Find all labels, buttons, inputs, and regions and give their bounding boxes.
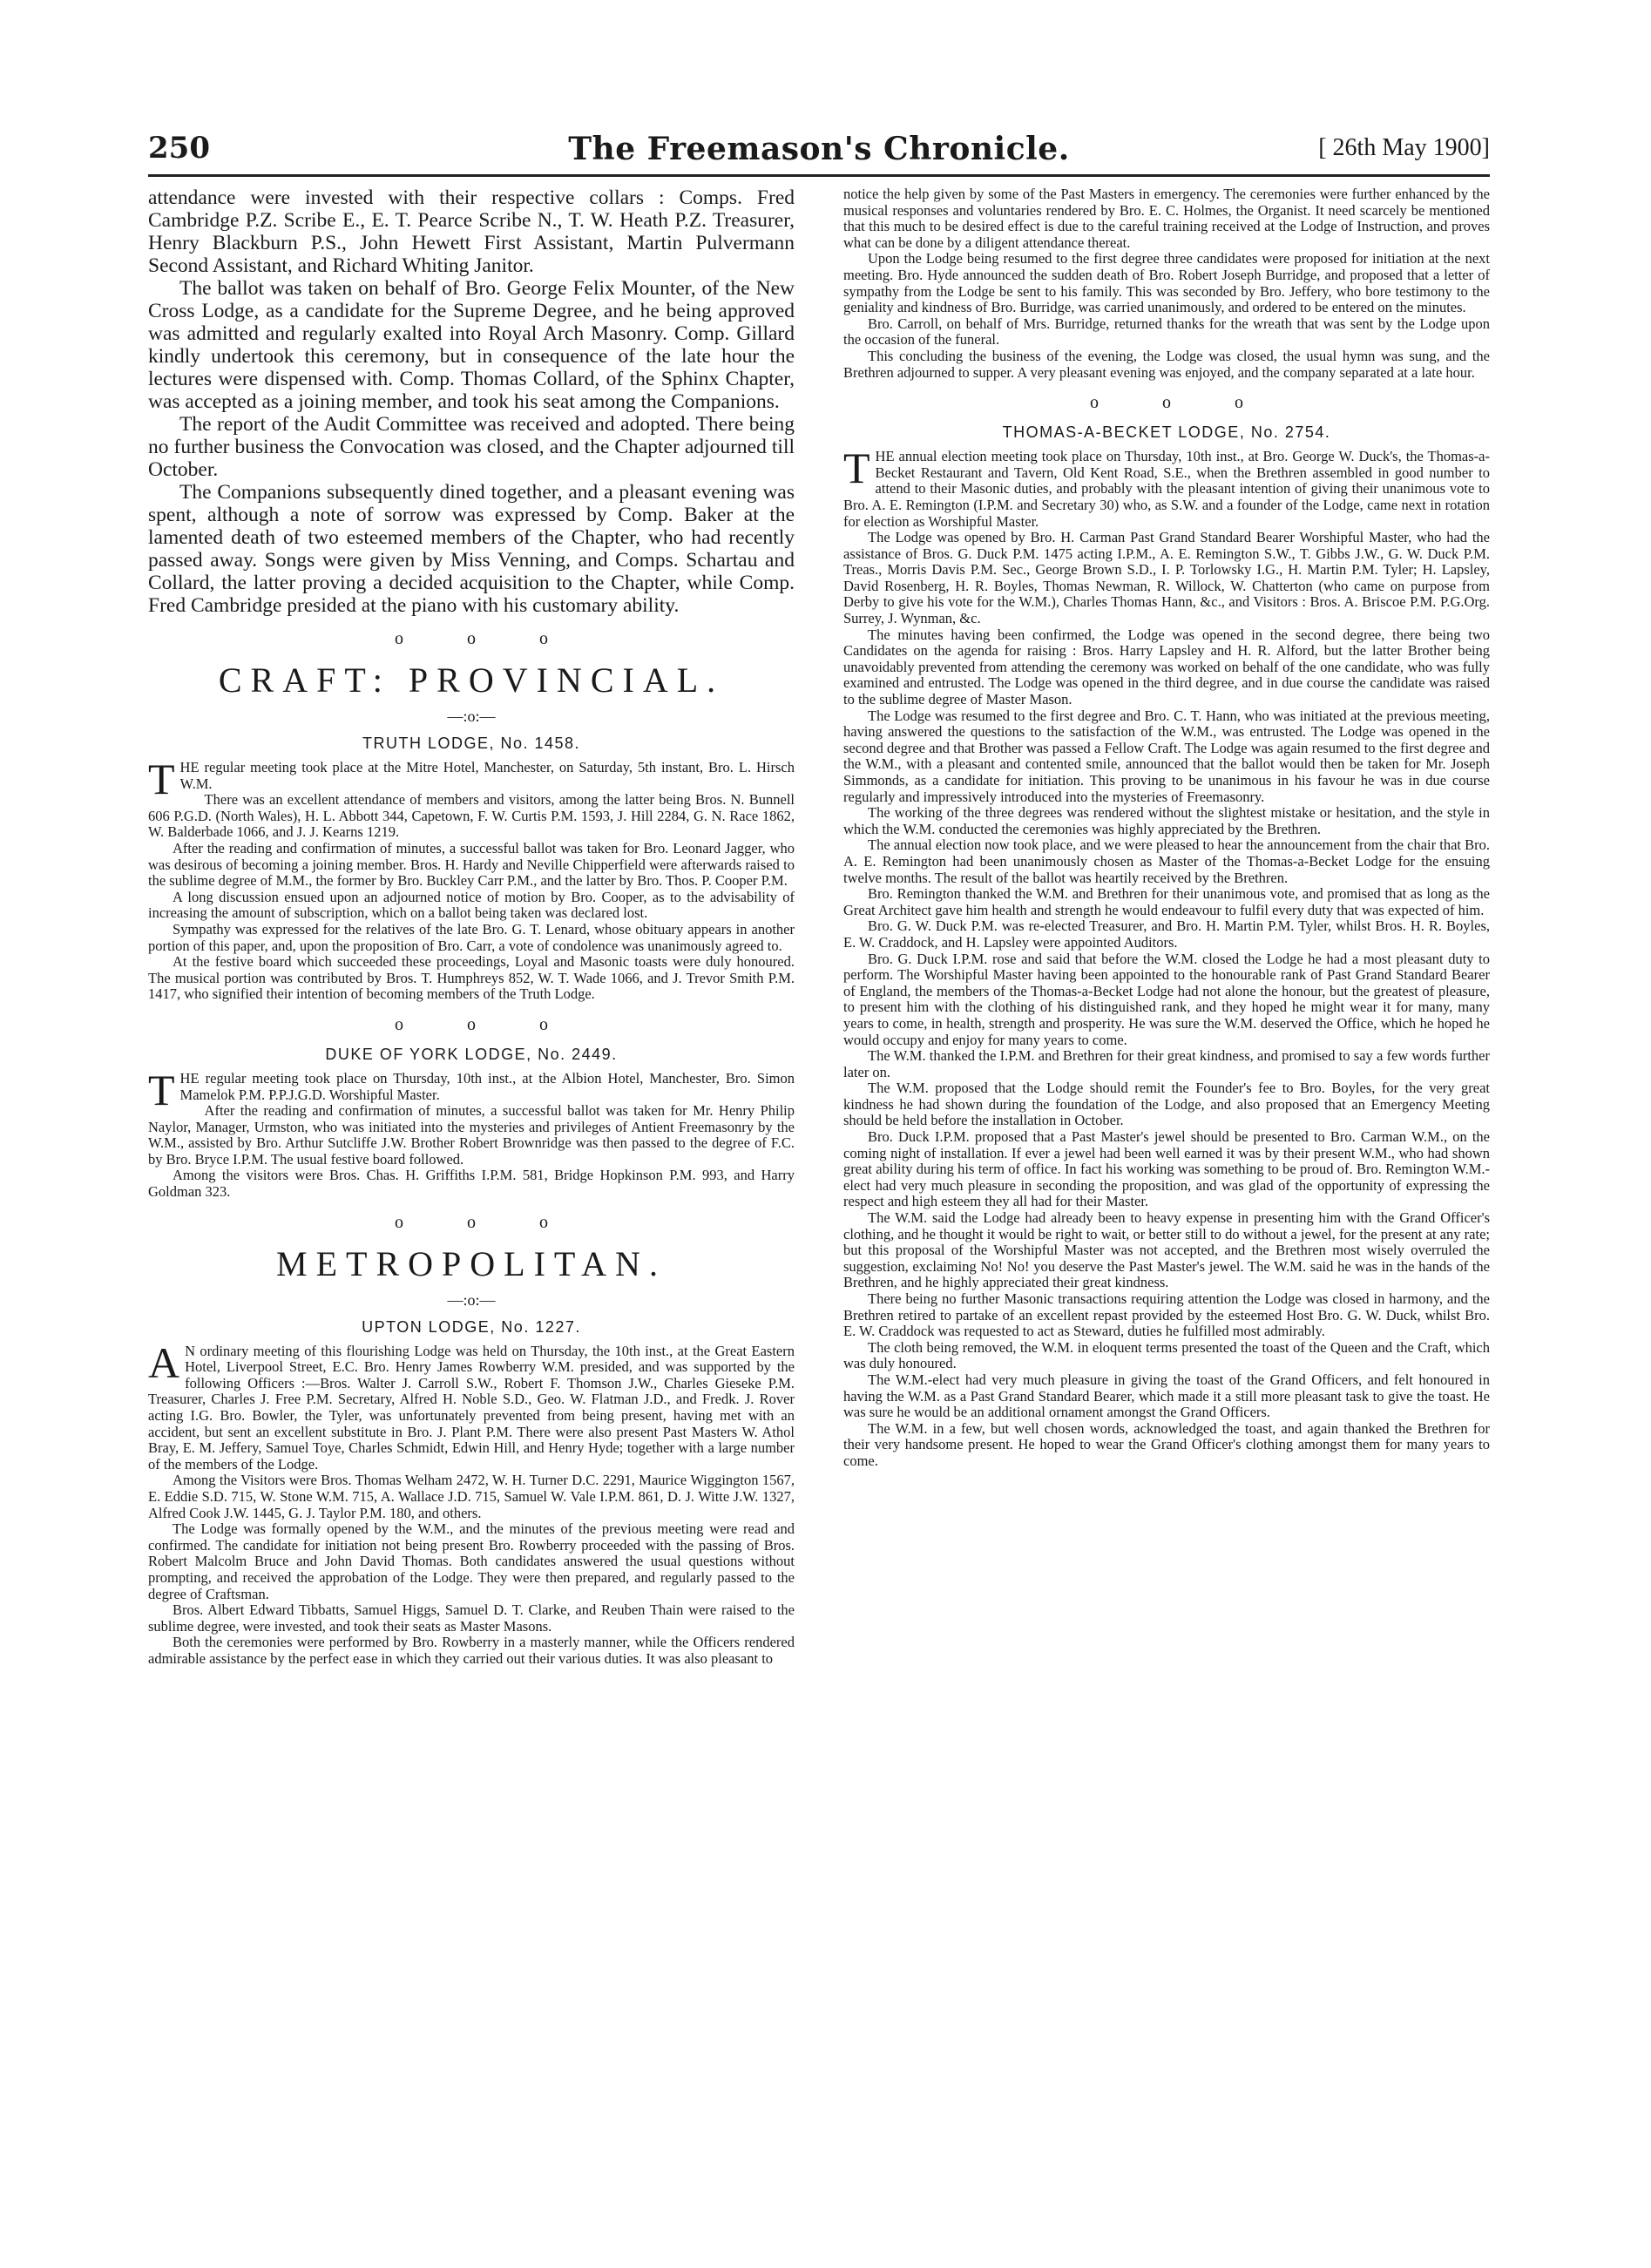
chapter-report-paragraph: The ballot was taken on behalf of Bro. George Felix Mounter, of the New Cross Lodge, as a candidate for the Supreme Degree, and he being approved was admitted and regularly exalted into Royal Arch Masonry. Comp. Gillard kindly undertook this ceremony, but in consequence of the late hour the lectures were dispensed with. Comp. Thomas Collard, of the Sphinx Chapter, was accepted as a joining member, and took his seat among the Companions.: [148, 277, 795, 413]
article-text: N ordinary meeting of this flourishing Lodge was held on Thursday, the 10th inst., at the Great Eastern Hotel, Liverpool Street, E.C. Bro. Henry James Rowberry W.M. presided, and was supported by the following Officers :—Bros. Walter J. Carroll S.W., Robert F. Thomson J.W., Charles Gieseke P.M. Treasurer, Charles J. Free P.M. Secretary, Alfred H. Noble S.D., Geo. W. Flatman J.D., and Fredk. J. Rover acting I.G. Bro. Bowler, the Tyler, was unfortunately prevented from being present, having met with an accident, but sent an excellent substitute in Bro. J. Plant P.M. There were also present Past Masters W. Athol Bray, E. M. Jeffery, Samuel Toye, Charles Schmidt, Edwin Hill, and Henry Hyde; together with a large number of the members of the Lodge.: [148, 1342, 795, 1473]
section-heading-metropolitan: METROPOLITAN.: [276, 1243, 666, 1283]
right-column: [843, 186, 1490, 2243]
drop-cap: T: [148, 755, 175, 803]
article-paragraph: The annual election now took place, and we were pleased to hear the announcement from the chair that Bro. A. E. Remington had been unanimously chosen as Master of the Thomas-a-Becket Lodge for the ensuing twelve months. The result of the ballot was heartily received by the Brethren.: [843, 836, 1490, 886]
article-paragraph: Sympathy was expressed for the relatives of the late Bro. G. T. Lenard, whose obituary appears in another portion of this paper, and, upon the proposition of Bro. Carr, a vote of condolence was unanimously agreed to.: [148, 920, 795, 954]
article-paragraph: The cloth being removed, the W.M. in eloquent terms presented the toast of the Queen and the Craft, which was duly honoured.: [843, 1338, 1490, 1372]
article-paragraph: A long discussion ensued upon an adjourned notice of motion by Bro. Cooper, as to the advisability of increasing the amount of subscription, which on a ballot being taken was declared lost.: [148, 888, 795, 922]
article-text: HE regular meeting took place on Thursday, 10th inst., at the Albion Hotel, Manchester, Bro. Simon Mamelok P.M. P.P.J.G.D. Worshipful Master.: [179, 1069, 795, 1103]
article-paragraph: The working of the three degrees was rendered without the slightest mistake or hesitation, and the style in which the W.M. conducted the ceremonies was highly appreciated by the Brethren.: [843, 804, 1490, 837]
article-paragraph: Bro. Duck I.P.M. proposed that a Past Master's jewel should be presented to Bro. Carman W.M., on the coming night of installation. If ever a jewel had been well earned it was by their present W.M., who had shown great ability during his term of office. In fact his working was something to be proud of. Bro. Remington W.M.-elect had very much pleasure in seconding the proposition, and was glad of the opportunity of expressing the respect and high esteem they all had for their Master.: [843, 1128, 1490, 1210]
article-paragraph: Among the visitors were Bros. Chas. H. Griffiths I.P.M. 581, Bridge Hopkinson P.M. 993, and Harry Goldman 323.: [148, 1167, 795, 1201]
drop-cap: A: [148, 1337, 180, 1387]
lodge-heading-duke-of-york: DUKE OF YORK LODGE, No. 2449.: [325, 1045, 618, 1063]
page-number: 250: [148, 131, 210, 166]
section-divider: o o o: [395, 1014, 578, 1034]
article-text: HE regular meeting took place at the Mitre Hotel, Manchester, on Saturday, 5th instant, Bro. L. Hirsch W.M.: [179, 759, 795, 792]
drop-cap: T: [148, 1065, 175, 1114]
article-paragraph: Both the ceremonies were performed by Bro. Rowberry in a masterly manner, while the Officers rendered admirable assistance by the perfect ease in which they carried out their various duties. It was also pleasant to: [148, 1634, 795, 1667]
masthead: [148, 131, 1490, 173]
article-paragraph: [148, 1065, 795, 1114]
section-divider: o o o: [1090, 393, 1273, 413]
article-paragraph: Bro. G. Duck I.P.M. rose and said that before the W.M. closed the Lodge he had a most pleasant duty to perform. The Worshipful Master having been appointed to the honourable rank of Past Grand Standard Bearer of England, the members of the Thomas-a-Becket Lodge had not alone the honour, but the greatest of pleasure, to present him with the clothing of his distinguished rank, and they hoped he might wear it for many, many years to come, in health, strength and prosperity. He was sure the W.M. deserved the Office, which he hoped he would occupy and enjoy for many years to come.: [843, 950, 1490, 1048]
article-paragraph: The W.M. proposed that the Lodge should remit the Founder's fee to Bro. Boyles, for the very great kindness he had shown during the foundation of the Lodge, and also proposed that an Emergency Meeting should be held before the installation in October.: [843, 1080, 1490, 1129]
issue-date: [ 26th May 1900]: [1318, 134, 1490, 161]
article-paragraph: [843, 443, 1490, 530]
article-paragraph: [148, 1337, 795, 1473]
article-paragraph: The Lodge was resumed to the first degree and Bro. C. T. Hann, who was initiated at the previous meeting, having answered the questions to the satisfaction of the W.M., was entrusted. The Lodge was opened in the second degree and that Brother was passed a Fellow Craft. The Lodge was again resumed to the first degree and the W.M., with a pleasant and contented smile, announced that the ballot would then be taken for Mr. Joseph Simmonds, as a candidate for initiation. This proving to be unanimous in his favour he was in due course regularly and impressively introduced into the mysteries of Freemasonry.: [843, 707, 1490, 805]
article-text: HE annual election meeting took place on Thursday, 10th inst., at Bro. George W. Duck's, the Thomas-a-Becket Restaurant and Tavern, Old Kent Road, S.E., when the Brethren assembled in good number to attend to their Masonic duties, and probably with the pleasant intention of giving their unanimous vote to Bro. A. E. Remington (I.P.M. and Secretary 30) who, as S.W. and a founder of the Lodge, came next in rotation for election as Worshipful Master.: [843, 448, 1490, 530]
article-paragraph: The W.M. in a few, but well chosen words, acknowledged the toast, and again thanked the Brethren for their very handsome present. He hoped to wear the Grand Officer's clothing amongst them for many years to come.: [843, 1419, 1490, 1469]
article-paragraph: There was an excellent attendance of members and visitors, among the latter being Bros. N. Bunnell 606 P.G.D. (North Wales), H. L. Abbott 344, Capetown, F. W. Curtis P.M. 1593, J. Hill 2284, G. N. Race 1862, W. Balderbade 1066, and J. J. Kearns 1219.: [148, 791, 795, 841]
article-paragraph: There being no further Masonic transactions requiring attention the Lodge was closed in harmony, and the Brethren retired to partake of an excellent repast provided by the esteemed Host Bro. G. W. Duck, whilst Bro. E. W. Craddock was requested to act as Steward, duties he fulfilled most admirably.: [843, 1290, 1490, 1340]
section-divider: o o o: [395, 629, 578, 648]
article-paragraph: The minutes having been confirmed, the Lodge was opened in the second degree, there being two Candidates on the agenda for raising : Bros. Harry Lapsley and H. R. Alford, but the latter Brother being unavoidably prevented from attending the ceremony was worked on behalf of the one candidate, who was fully examined and entrusted. The Lodge was opened in the third degree, and in due course the candidate was raised to the sublime degree of Master Mason.: [843, 626, 1490, 708]
article-paragraph: notice the help given by some of the Past Masters in emergency. The ceremonies were further enhanced by the musical responses and voluntaries rendered by Bro. E. C. Holmes, the Organist. It need scarcely be mentioned that this much to be desired effect is due to the careful training received at the Lodge of Instruction, and proves what can be done by a diligent attendance thereat.: [843, 186, 1490, 251]
chapter-report-paragraph: The Companions subsequently dined together, and a pleasant evening was spent, although a note of sorrow was expressed by Comp. Baker at the lamented death of two esteemed members of the Chapter, who had recently passed away. Songs were given by Miss Venning, and Comps. Schartau and Collard, the latter proving a decided acquisition to the Chapter, while Comp. Fred Cambridge presided at the piano with his customary ability.: [148, 481, 795, 617]
left-column: [148, 186, 795, 2243]
section-heading-craft-provincial: CRAFT: PROVINCIAL.: [218, 660, 725, 700]
masthead-rule: [148, 174, 1490, 177]
article-paragraph: After the reading and confirmation of minutes, a successful ballot was taken for Mr. Henry Philip Naylor, Manager, Urmston, who was initiated into the mysteries and privileges of Antient Freemasonry by the W.M., assisted by Bro. Arthur Sutcliffe J.W. Brother Robert Brownridge was then passed to the degree of F.C. by Bro. Bryce I.P.M. The usual festive board followed.: [148, 1102, 795, 1168]
paper-title: The Freemason's Chronicle.: [568, 131, 1070, 167]
article-paragraph: The Lodge was formally opened by the W.M., and the minutes of the previous meeting were read and confirmed. The candidate for initiation not being present Bro. Rowberry proceeded with the passing of Bros. Robert Malcolm Bruce and John David Thomas. Both candidates answered the usual questions without prompting, and received the approbation of the Lodge. They were then prepared, and regularly passed to the degree of Craftsman.: [148, 1520, 795, 1602]
article-paragraph: Among the Visitors were Bros. Thomas Welham 2472, W. H. Turner D.C. 2291, Maurice Wiggington 1567, E. Eddie S.D. 715, W. Stone W.M. 715, A. Wallace J.D. 715, Samuel W. Vale I.P.M. 861, D. J. Witte J.W. 1327, Alfred Cook J.W. 1445, G. J. Taylor P.M. 180, and others.: [148, 1472, 795, 1521]
article-paragraph: Bros. Albert Edward Tibbatts, Samuel Higgs, Samuel D. T. Clarke, and Reuben Thain were raised to the sublime degree, were invested, and took their seats as Master Masons.: [148, 1601, 795, 1635]
article-paragraph: The W.M. said the Lodge had already been to heavy expense in presenting him with the Grand Officer's clothing, and he thought it would be right to wait, or better still to do without a jewel, for the present at any rate; but this proposal of the Worshipful Master was not accepted, and the Brethren most wisely overruled the suggestion, exclaiming No! No! you deserve the Past Master's jewel. The W.M. said he was in the hands of the Brethren, and he highly appreciated their great kindness.: [843, 1209, 1490, 1291]
article-paragraph: At the festive board which succeeded these proceedings, Loyal and Masonic toasts were duly honoured. The musical portion was contributed by Bros. T. Humphreys 852, W. T. Wade 1066, and J. Trevor Smith P.M. 1417, who signified their intention of becoming members of the Truth Lodge.: [148, 953, 795, 1003]
section-divider: o o o: [395, 1212, 578, 1232]
article-paragraph: The W.M.-elect had very much pleasure in giving the toast of the Grand Officers, and felt honoured in having the W.M. as a Past Grand Standard Bearer, which made it a still more pleasant task to give the toast. He was sure he would be an additional ornament amongst the Grand Officers.: [843, 1371, 1490, 1421]
article-paragraph: Bro. Carroll, on behalf of Mrs. Burridge, returned thanks for the wreath that was sent by the Lodge upon the occasion of the funeral.: [843, 315, 1490, 349]
article-paragraph: The W.M. thanked the I.P.M. and Brethren for their great kindness, and promised to say a few words further later on.: [843, 1047, 1490, 1080]
article-paragraph: Bro. Remington thanked the W.M. and Brethren for their unanimous vote, and promised that as long as the Great Architect gave him health and strength he would endeavour to fulfil every duty that was expected of him.: [843, 885, 1490, 918]
chapter-report-paragraph: The report of the Audit Committee was received and adopted. There being no further business the Convocation was closed, and the Chapter adjourned till October.: [148, 413, 795, 481]
ornament-rule: —:o:—: [447, 1290, 496, 1309]
lodge-heading-truth: TRUTH LODGE, No. 1458.: [362, 735, 581, 752]
ornament-rule: —:o:—: [447, 707, 496, 725]
lodge-heading-thomas-a-becket: THOMAS-A-BECKET LODGE, No. 2754.: [1002, 423, 1331, 442]
article-paragraph: This concluding the business of the evening, the Lodge was closed, the usual hymn was sung, and the Brethren adjourned to supper. A very pleasant evening was enjoyed, and the company separated at a late hour.: [843, 347, 1490, 381]
article-paragraph: The Lodge was opened by Bro. H. Carman Past Grand Standard Bearer Worshipful Master, who had the assistance of Bros. G. Duck P.M. 1475 acting I.P.M., A. E. Remington S.W., T. Gibbs J.W., G. W. Duck P.M. Treas., Morris Davis P.M. Sec., George Brown S.D., I. P. Torlowsky I.G., H. Martin P.M. Tyler; H. Lapsley, David Rosenberg, H. R. Boyles, Thomas Newman, R. Willock, W. Chatterton (who came on purpose from Derby to give his vote for the W.M.), Charles Thomas Hann, &c., and Visitors : Bros. A. Briscoe P.M. P.G.Org. Surrey, J. Wynman, &c.: [843, 529, 1490, 627]
article-paragraph: [148, 755, 795, 803]
article-paragraph: Bro. G. W. Duck P.M. was re-elected Treasurer, and Bro. H. Martin P.M. Tyler, whilst Bros. H. R. Boyles, E. W. Craddock, and H. Lapsley were appointed Auditors.: [843, 917, 1490, 951]
lodge-heading-upton: UPTON LODGE, No. 1227.: [362, 1317, 581, 1336]
chapter-report-paragraph: attendance were invested with their respective collars : Comps. Fred Cambridge P.Z. Scribe E., E. T. Pearce Scribe N., T. W. Heath P.Z. Treasurer, Henry Blackburn P.S., John Hewett First Assistant, Martin Pulvermann Second Assistant, and Richard Whiting Janitor.: [148, 186, 795, 277]
article-paragraph: Upon the Lodge being resumed to the first degree three candidates were proposed for initiation at the next meeting. Bro. Hyde announced the sudden death of Bro. Robert Joseph Burridge, and proposed that a letter of sympathy from the Lodge be sent to his family. This was seconded by Bro. Jeffery, who bore testimony to the geniality and kindness of Bro. Burridge, was carried unanimously, and ordered to be entered on the minutes.: [843, 250, 1490, 316]
drop-cap: T: [843, 443, 870, 493]
article-paragraph: After the reading and confirmation of minutes, a successful ballot was taken for Bro. Leonard Jagger, who was desirous of becoming a joining member. Bros. H. Hardy and Neville Chipperfield were afterwards raised to the sublime degree of M.M., the former by Bro. Buckley Carr P.M., and the latter by Bro. Thos. P. Cooper P.M.: [148, 839, 795, 890]
